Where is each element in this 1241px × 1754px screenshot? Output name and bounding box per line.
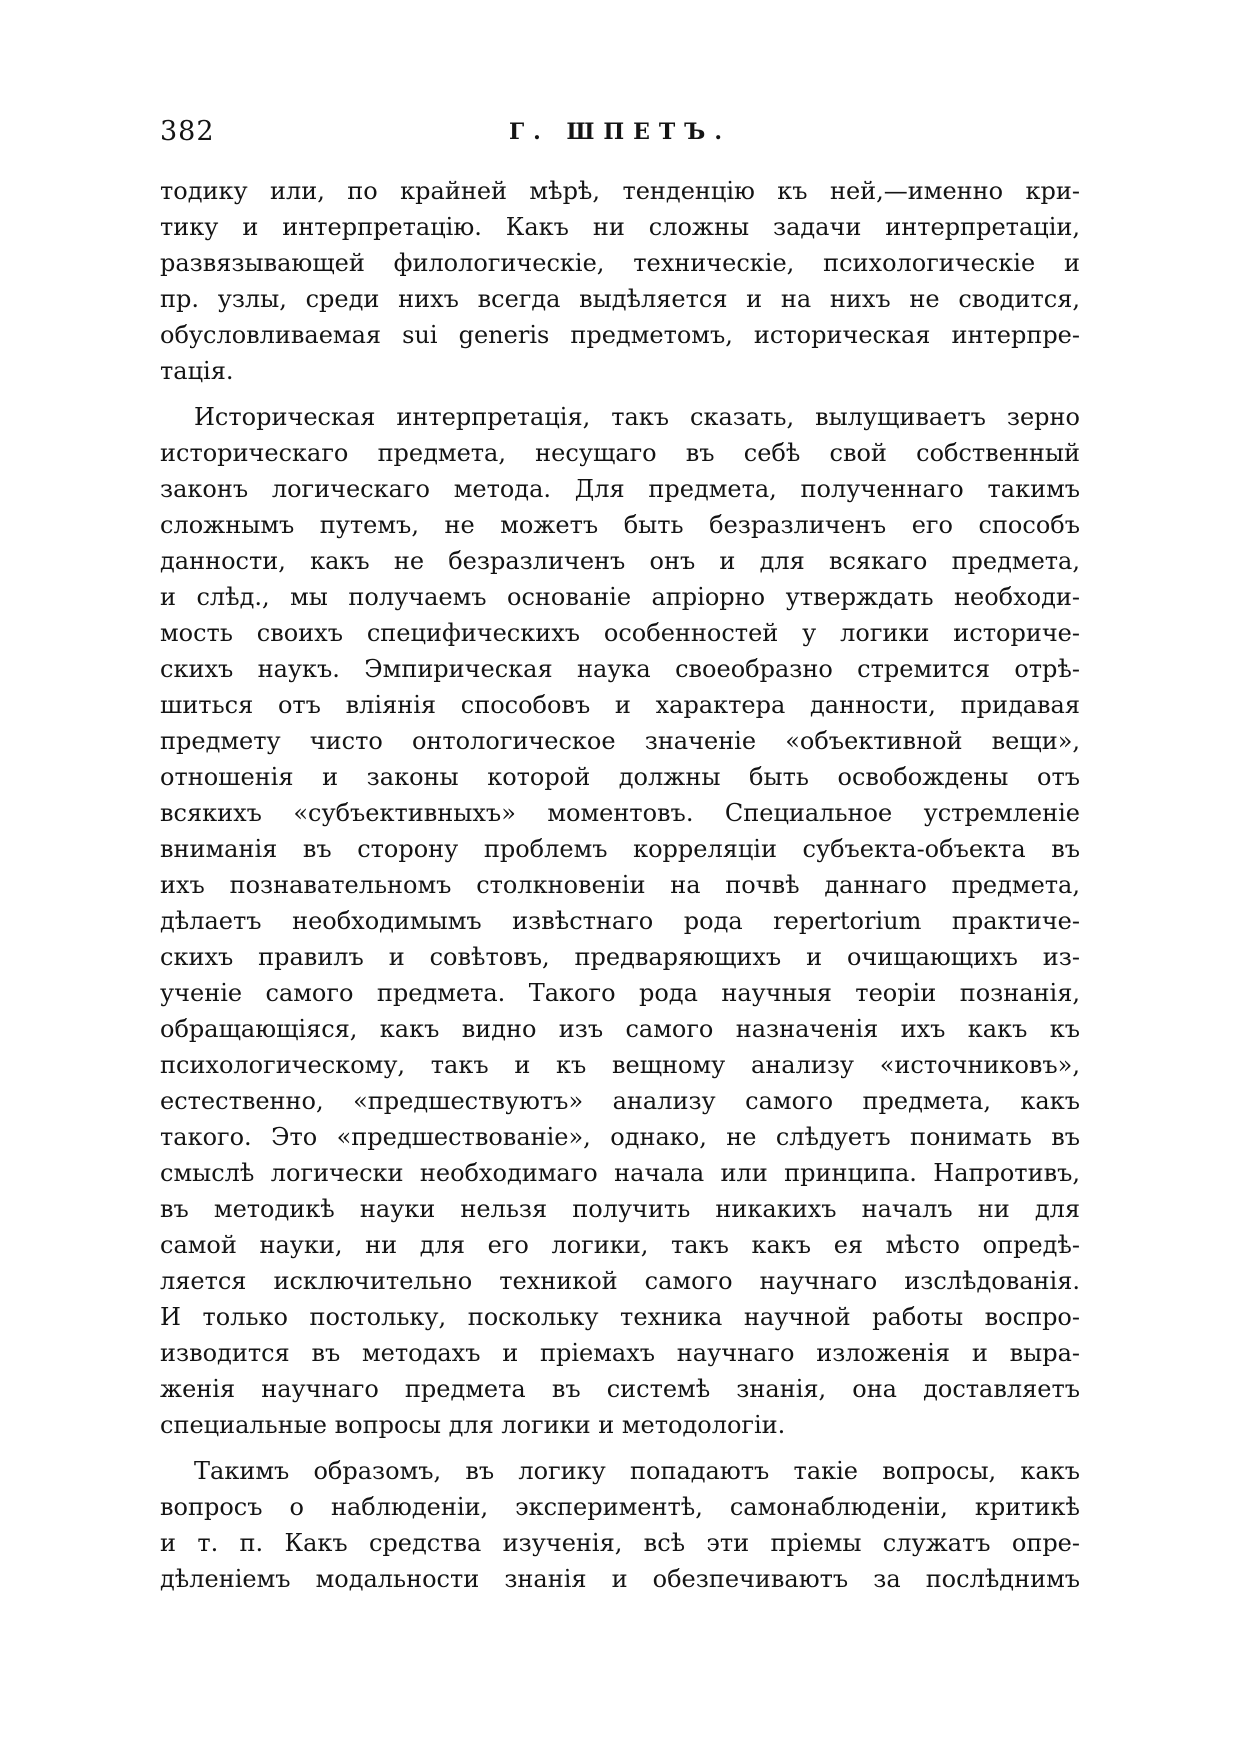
text-line: всякихъ «субъективныхъ» моментовъ. Специальное устремленіе [160,799,1080,827]
text-line: скихъ наукъ. Эмпирическая наука своеобразно стремится отрѣ- [160,655,1080,683]
text-line: дѣленіемъ модальности знанія и обезпечиваютъ за послѣднимъ [160,1565,1080,1593]
text-line: ученіе самого предмета. Такого рода научныя теоріи познанія, [160,979,1080,1007]
text-line: ляется исключительно техникой самого научнаго изслѣдованія. [160,1267,1080,1295]
running-head [160,112,1080,152]
text-line: законъ логическаго метода. Для предмета, полученнаго такимъ [160,475,1080,503]
text-line: самой науки, ни для его логики, такъ какъ ея мѣсто опредѣ- [160,1231,1080,1259]
body-text [160,173,1080,1597]
text-line: скихъ правилъ и совѣтовъ, предваряющихъ и очищающихъ из- [160,943,1080,971]
text-line: женія научнаго предмета въ системѣ знанія, она доставляетъ [160,1375,1080,1403]
text-line: и слѣд., мы получаемъ основаніе апріорно утверждать необходи- [160,583,1080,611]
text-line: мость своихъ специфическихъ особенностей у логики историче- [160,619,1080,647]
paragraph-1 [160,173,1080,389]
text-line: историческаго предмета, несущаго въ себѣ свой собственный [160,439,1080,467]
text-line: пр. узлы, среди нихъ всегда выдѣляется и на нихъ не сводится, [160,285,1080,313]
text-line: вопросъ о наблюденіи, экспериментѣ, самонаблюденіи, критикѣ [160,1493,1080,1521]
page-number: 382 [160,116,215,147]
text-line: смыслѣ логически необходимаго начала или принципа. Напротивъ, [160,1159,1080,1187]
text-line: естественно, «предшествуютъ» анализу самого предмета, какъ [160,1087,1080,1115]
text-line: Историческая интерпретація, такъ сказать, вылущиваетъ зерно [194,403,1080,431]
text-line: обусловливаемая sui generis предметомъ, историческая интерпре- [160,321,1080,349]
text-line: ихъ познавательномъ столкновеніи на почвѣ даннаго предмета, [160,871,1080,899]
text-line: вниманія въ сторону проблемъ корреляціи субъекта-объекта въ [160,835,1080,863]
text-line: сложнымъ путемъ, не можетъ быть безразличенъ его способъ [160,511,1080,539]
text-line: тику и интерпретацію. Какъ ни сложны задачи интерпретаціи, [160,213,1080,241]
text-line: психологическому, такъ и къ вещному анализу «источниковъ», [160,1051,1080,1079]
text-line: тація. [160,357,234,385]
text-line: Такимъ образомъ, въ логику попадаютъ такіе вопросы, какъ [194,1457,1080,1485]
text-line: дѣлаетъ необходимымъ извѣстнаго рода repertorium практиче- [160,907,1080,935]
text-line: шиться отъ вліянія способовъ и характера данности, придавая [160,691,1080,719]
text-line: отношенія и законы которой должны быть освобождены отъ [160,763,1080,791]
text-line: И только постольку, поскольку техника научной работы воспро- [160,1303,1080,1331]
text-line: тодику или, по крайней мѣрѣ, тенденцію къ ней,—именно кри- [160,177,1080,205]
running-title: Г. ШПЕТЪ. [508,119,732,145]
text-line: данности, какъ не безразличенъ онъ и для всякаго предмета, [160,547,1080,575]
text-line: такого. Это «предшествованіе», однако, не слѣдуетъ понимать въ [160,1123,1080,1151]
text-line: изводится въ методахъ и пріемахъ научнаго изложенія и выра- [160,1339,1080,1367]
text-line: и т. п. Какъ средства изученія, всѣ эти пріемы служатъ опре- [160,1529,1080,1557]
text-line: специальные вопросы для логики и методологіи. [160,1411,786,1439]
paragraph-2 [160,399,1080,1443]
text-line: обращающіяся, какъ видно изъ самого назначенія ихъ какъ къ [160,1015,1080,1043]
text-line: въ методикѣ науки нельзя получить никакихъ началъ ни для [160,1195,1080,1223]
text-line: предмету чисто онтологическое значеніе «объективной вещи», [160,727,1080,755]
text-line: развязывающей филологическіе, техническіе, психологическіе и [160,249,1080,277]
paragraph-3 [160,1453,1080,1597]
